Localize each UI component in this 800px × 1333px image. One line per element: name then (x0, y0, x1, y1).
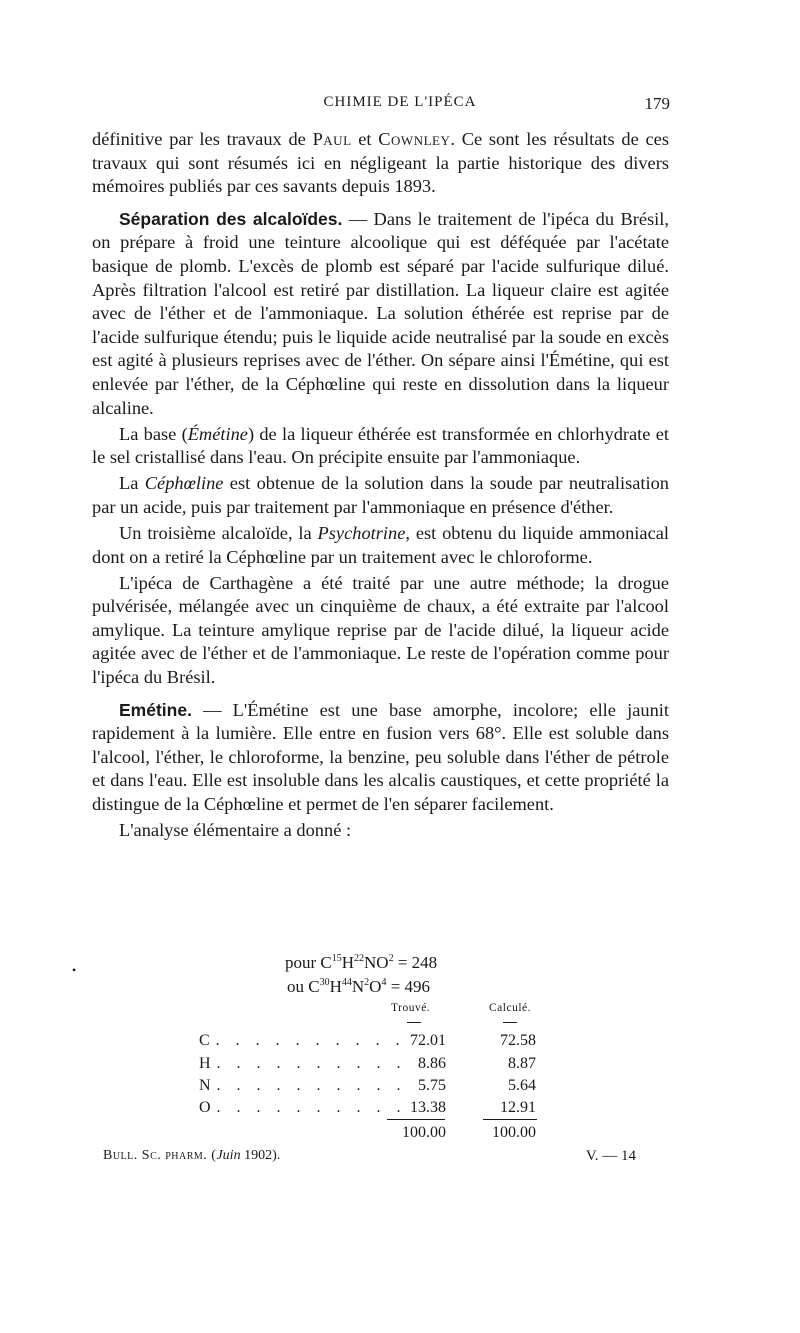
running-head-title: CHIMIE DE L'IPÉCA (323, 94, 477, 110)
element-label: O. . . . . . . . . . (199, 1099, 407, 1116)
formula-subscript: 2 (364, 977, 370, 988)
found-value: 8.86 (418, 1055, 446, 1072)
body-text (92, 128, 669, 843)
formula-subscript: 15 (331, 953, 342, 964)
paragraph-text: et (351, 129, 379, 149)
paragraph-text: Un troisième alcaloïde, la (119, 523, 318, 543)
paragraph-carthagene: L'ipéca de Carthagène a été traité par une autre méthode; la drogue pulvérisée, mélangée avec un cinquième de chaux, a été extraite par l'alcool amylique. La teinture amylique reprise par de l'acide dilué, la liqueur acide agitée avec de l'éther et de l'ammoniaque. Le reste de l'opération comme pour l'ipéca du Brésil. (92, 572, 669, 688)
sum-rule (483, 1119, 537, 1120)
formula-line (285, 953, 437, 973)
formula-subscript: 4 (381, 977, 387, 988)
formula-line (287, 977, 430, 997)
found-value: 72.01 (410, 1032, 446, 1049)
author-name: Paul (312, 129, 352, 149)
paragraph-continued (92, 128, 669, 199)
formula-subscript: 30 (319, 977, 330, 988)
paragraph-text: La base ( (119, 423, 188, 444)
section-heading: Séparation des alcaloïdes. (119, 208, 343, 229)
running-head (0, 94, 800, 118)
compound-name: Psychotrine (317, 523, 406, 543)
section-heading: Emétine. (119, 699, 192, 720)
paragraph-separation (92, 208, 669, 420)
stray-mark: • (72, 963, 77, 977)
column-header-calculated: Calculé. (489, 1002, 531, 1014)
table-row (0, 1055, 800, 1077)
compound-name: Céphœline (144, 473, 224, 494)
page-number: 179 (644, 94, 670, 113)
formula-part: N (351, 977, 365, 996)
citation-part: Bull. Sc. pharm. ( (103, 1148, 217, 1163)
page-footer (0, 1148, 800, 1172)
paragraph-emetine-base (92, 423, 669, 470)
formula-subscript: 22 (354, 953, 365, 964)
formula-part: = 248 (393, 953, 438, 972)
author-name: Cownley (378, 129, 451, 149)
paragraph-text: . Ce sont les résultats de ces travaux qui sont résumés ici en négligeant la partie historique des divers mémoires publiés par ces savants depuis 1893. (92, 129, 670, 197)
paragraph-text: ) de la liqueur éthérée est transformée en chlorhydrate et le sel cristallisé dans l'eau. On précipite ensuite par l'ammoniaque. (92, 423, 669, 468)
paragraph-text: — Dans le traitement de l'ipéca du Brésil, on prépare à froid une teinture alcoolique qui est déféquée par l'acétate basique de plomb. L'excès de plomb est séparé par l'acide sulfurique dilué. Après filtration l'alcool est retiré par distillation. La liqueur claire est agitée avec de l'éther et de l'ammoniaque. La solution éthérée est reprise par de l'acide sulfurique étendu; puis le liquide acide neutralisé par la soude en excès est agité à plusieurs reprises avec de l'éther. On sépare ainsi l'Émétine, qui est enlevée par l'éther, de la Céphœline qui reste en dissolution dans la liqueur alcaline. (92, 208, 669, 418)
paragraph-cephaeline (92, 472, 669, 519)
citation-part: 1902). (240, 1148, 281, 1163)
journal-citation (103, 1148, 280, 1164)
table-row (0, 1032, 800, 1054)
paragraph-text: La (119, 473, 145, 494)
calculated-value: 72.58 (500, 1032, 536, 1049)
formula-part: ou C (287, 977, 320, 996)
table-total-row (0, 1124, 800, 1146)
sum-rule (387, 1119, 445, 1120)
table-row (0, 1077, 800, 1099)
formula-part: H (341, 953, 355, 972)
header-dash (407, 1022, 421, 1023)
paragraph-text: , est obtenu du liquide ammoniacal dont on a retiré la Céphœline par un traitement avec le chloroforme. (92, 523, 670, 567)
element-label: N. . . . . . . . . . (199, 1077, 407, 1094)
paragraph-psychotrine (92, 522, 669, 569)
signature-mark: V. — 14 (585, 1148, 636, 1164)
compound-name: Émétine (187, 423, 248, 444)
table-row (0, 1099, 800, 1121)
found-value: 5.75 (418, 1077, 446, 1094)
element-label: C. . . . . . . . . . (199, 1032, 406, 1049)
paragraph-emetine (92, 699, 669, 817)
formula-part: O (369, 977, 382, 996)
paragraph-analysis-intro: L'analyse élémentaire a donné : (119, 820, 352, 841)
total-found: 100.00 (402, 1124, 446, 1141)
header-dash (503, 1022, 517, 1023)
formula-subscript: 2 (388, 953, 394, 964)
citation-month: Juin (216, 1148, 241, 1163)
calculated-value: 12.91 (500, 1099, 536, 1116)
found-value: 13.38 (410, 1099, 446, 1116)
total-calculated: 100.00 (492, 1124, 536, 1141)
calculated-value: 5.64 (508, 1077, 536, 1094)
paragraph-text: définitive par les travaux de (92, 129, 313, 149)
formula-part: H (329, 977, 342, 996)
column-header-found: Trouvé. (391, 1002, 431, 1014)
calculated-value: 8.87 (508, 1055, 536, 1072)
formula-part: pour C (285, 953, 332, 972)
formula-subscript: 44 (341, 977, 352, 988)
paragraph-text: — L'Émétine est une base amorphe, incolore; elle jaunit rapidement à la lumière. Elle entre en fusion vers 68°. Elle est soluble dans l'alcool, l'éther, le chloroforme, la benzine, peu soluble dans l'éther de pétrole et dans l'eau. Elle est insoluble dans les alcalis caustiques, et cette propriété la distingue de la Céphœline et permet de l'en séparer facilement. (92, 699, 669, 815)
paragraph-text: est obtenue de la solution dans la soude par neutralisation par un acide, puis par traitement par l'ammoniaque en présence d'éther. (92, 473, 669, 517)
formula-part: NO (364, 953, 389, 972)
element-label: H. . . . . . . . . . (199, 1055, 407, 1072)
formula-part: = 496 (386, 977, 431, 996)
